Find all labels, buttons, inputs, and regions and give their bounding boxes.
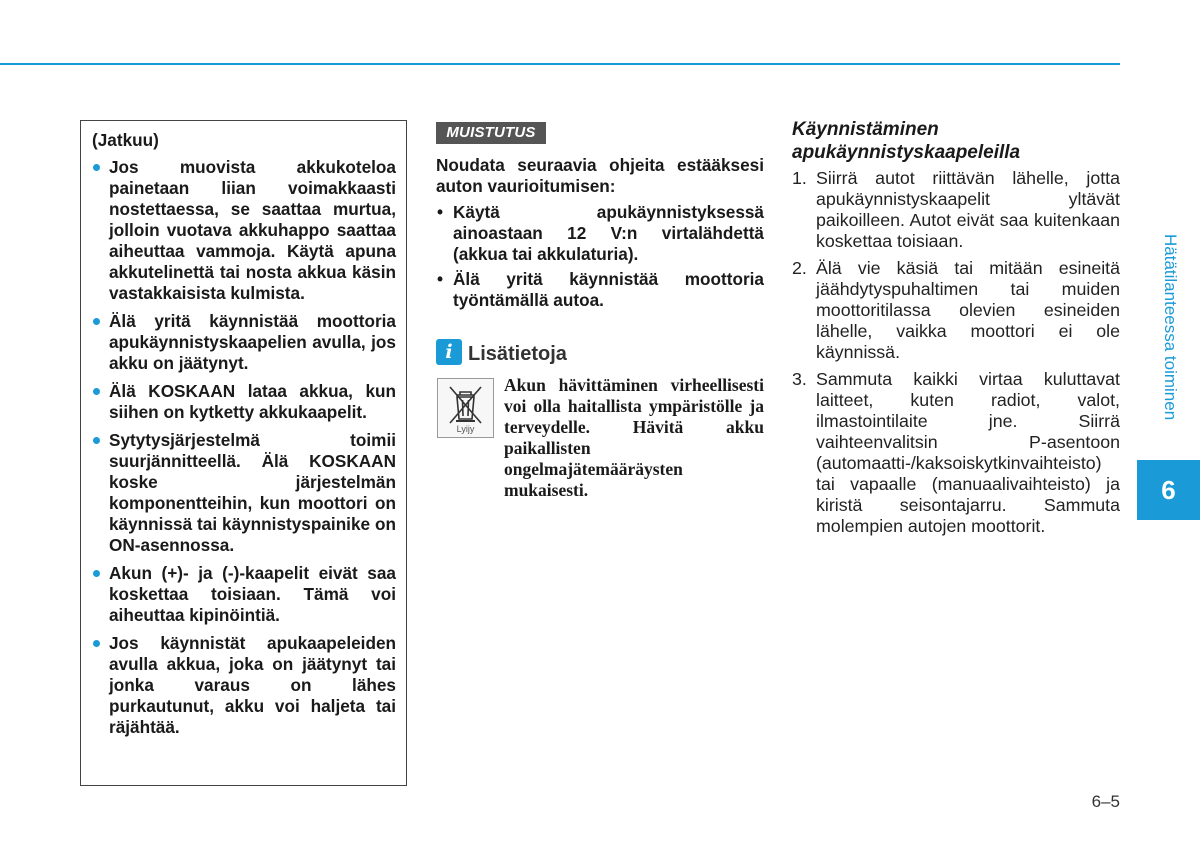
page-number: 6–5 [1091, 792, 1120, 811]
info-title: Lisätietoja [468, 343, 567, 365]
notice-intro: Noudata seuraavia ohjeita estääksesi auton vaurioitumisen: [436, 155, 764, 196]
crossed-bin-icon [437, 378, 494, 438]
notice-item: • Käytä apukäynnistyksessä ainoastaan 12 V:n virtalähdettä (akkua tai akkulaturia). [436, 202, 764, 265]
notice-text [436, 155, 764, 315]
warning-list [92, 157, 396, 738]
section-title: Käynnistäminen apukäynnistyskaapeleilla [792, 119, 1021, 163]
step-number: 1. [792, 168, 807, 188]
warning-item: Älä yritä käynnistää moottoria apukäynnistyskaapelien avulla, jos akku on jäätynyt. [92, 311, 396, 374]
info-text: Akun hävittäminen virheellisesti voi olla haitallista ympäristölle ja terveydelle. Hävitä akku paikallisten ongelmajätemääräysten mukaisesti. [504, 375, 764, 500]
continued-label: (Jatkuu) [92, 130, 159, 150]
step-text: Sammuta kaikki virtaa kuluttavat laitteet, kuten radiot, valot, ilmastointilaite jne. Siirrä vaihteenvalitsin P-asentoon (automaatti-/kaksoiskytkinvaihteisto) tai vapaalle (manuaalivaihteisto) ja kiristä seisontajarru. Sammuta molempien autojen moottorit. [816, 369, 1120, 536]
step-text: Älä vie käsiä tai mitään esineitä jäähdytyspuhaltimen tai muiden moottoritilassa olevien esineiden lähelle, vaikka moottori ei ole käynnissä. [816, 258, 1120, 362]
chapter-tab: 6 [1137, 460, 1200, 520]
top-rule [0, 63, 1120, 65]
recycle-label: Lyijy [456, 424, 475, 434]
notice-list [436, 202, 764, 311]
step-item [790, 369, 1120, 537]
warning-item: Jos muovista akkukoteloa painetaan liian voimakkaasti nostettaessa, se saattaa murtua, jolloin vuotava akkuhappo saattaa aiheuttaa vammoja. Käytä apuna akkutelinettä tai nosta akkua käsin vastakkaisista kulmista. [92, 157, 396, 304]
warning-item: Akun (+)- ja (-)-kaapelit eivät saa koskettaa toisiaan. Tämä voi aiheuttaa kipinöintiä. [92, 563, 396, 626]
steps-list [790, 168, 1120, 537]
notice-tag: MUISTUTUS [436, 122, 546, 144]
info-icon: i [436, 339, 462, 365]
warning-item: Älä KOSKAAN lataa akkua, kun siihen on kytketty akkukaapelit. [92, 381, 396, 423]
warning-item: Jos käynnistät apukaapeleiden avulla akkua, joka on jäätynyt tai jonka varaus on lähes purkautunut, akku voi haljeta tai räjähtää. [92, 633, 396, 738]
step-text: Siirrä autot riittävän lähelle, jotta apukäynnistyskaapelit yltävät paikoilleen. Autot eivät saa kuitenkaan koskettaa toisiaan. [816, 168, 1120, 251]
steps [790, 168, 1120, 543]
step-number: 3. [792, 369, 807, 389]
chapter-label: Hätätilanteessa toiminen [1161, 234, 1180, 421]
warning-box [80, 120, 407, 786]
step-item [790, 168, 1120, 252]
warning-item: Sytytysjärjestelmä toimii suurjännitteellä. Älä KOSKAAN koske järjestelmän komponentteihin, kun moottori on käynnissä tai käynnistyspainike on ON-asennossa. [92, 430, 396, 556]
step-item [790, 258, 1120, 363]
step-number: 2. [792, 258, 807, 278]
notice-item: • Älä yritä käynnistää moottoria työntämällä autoa. [436, 269, 764, 311]
